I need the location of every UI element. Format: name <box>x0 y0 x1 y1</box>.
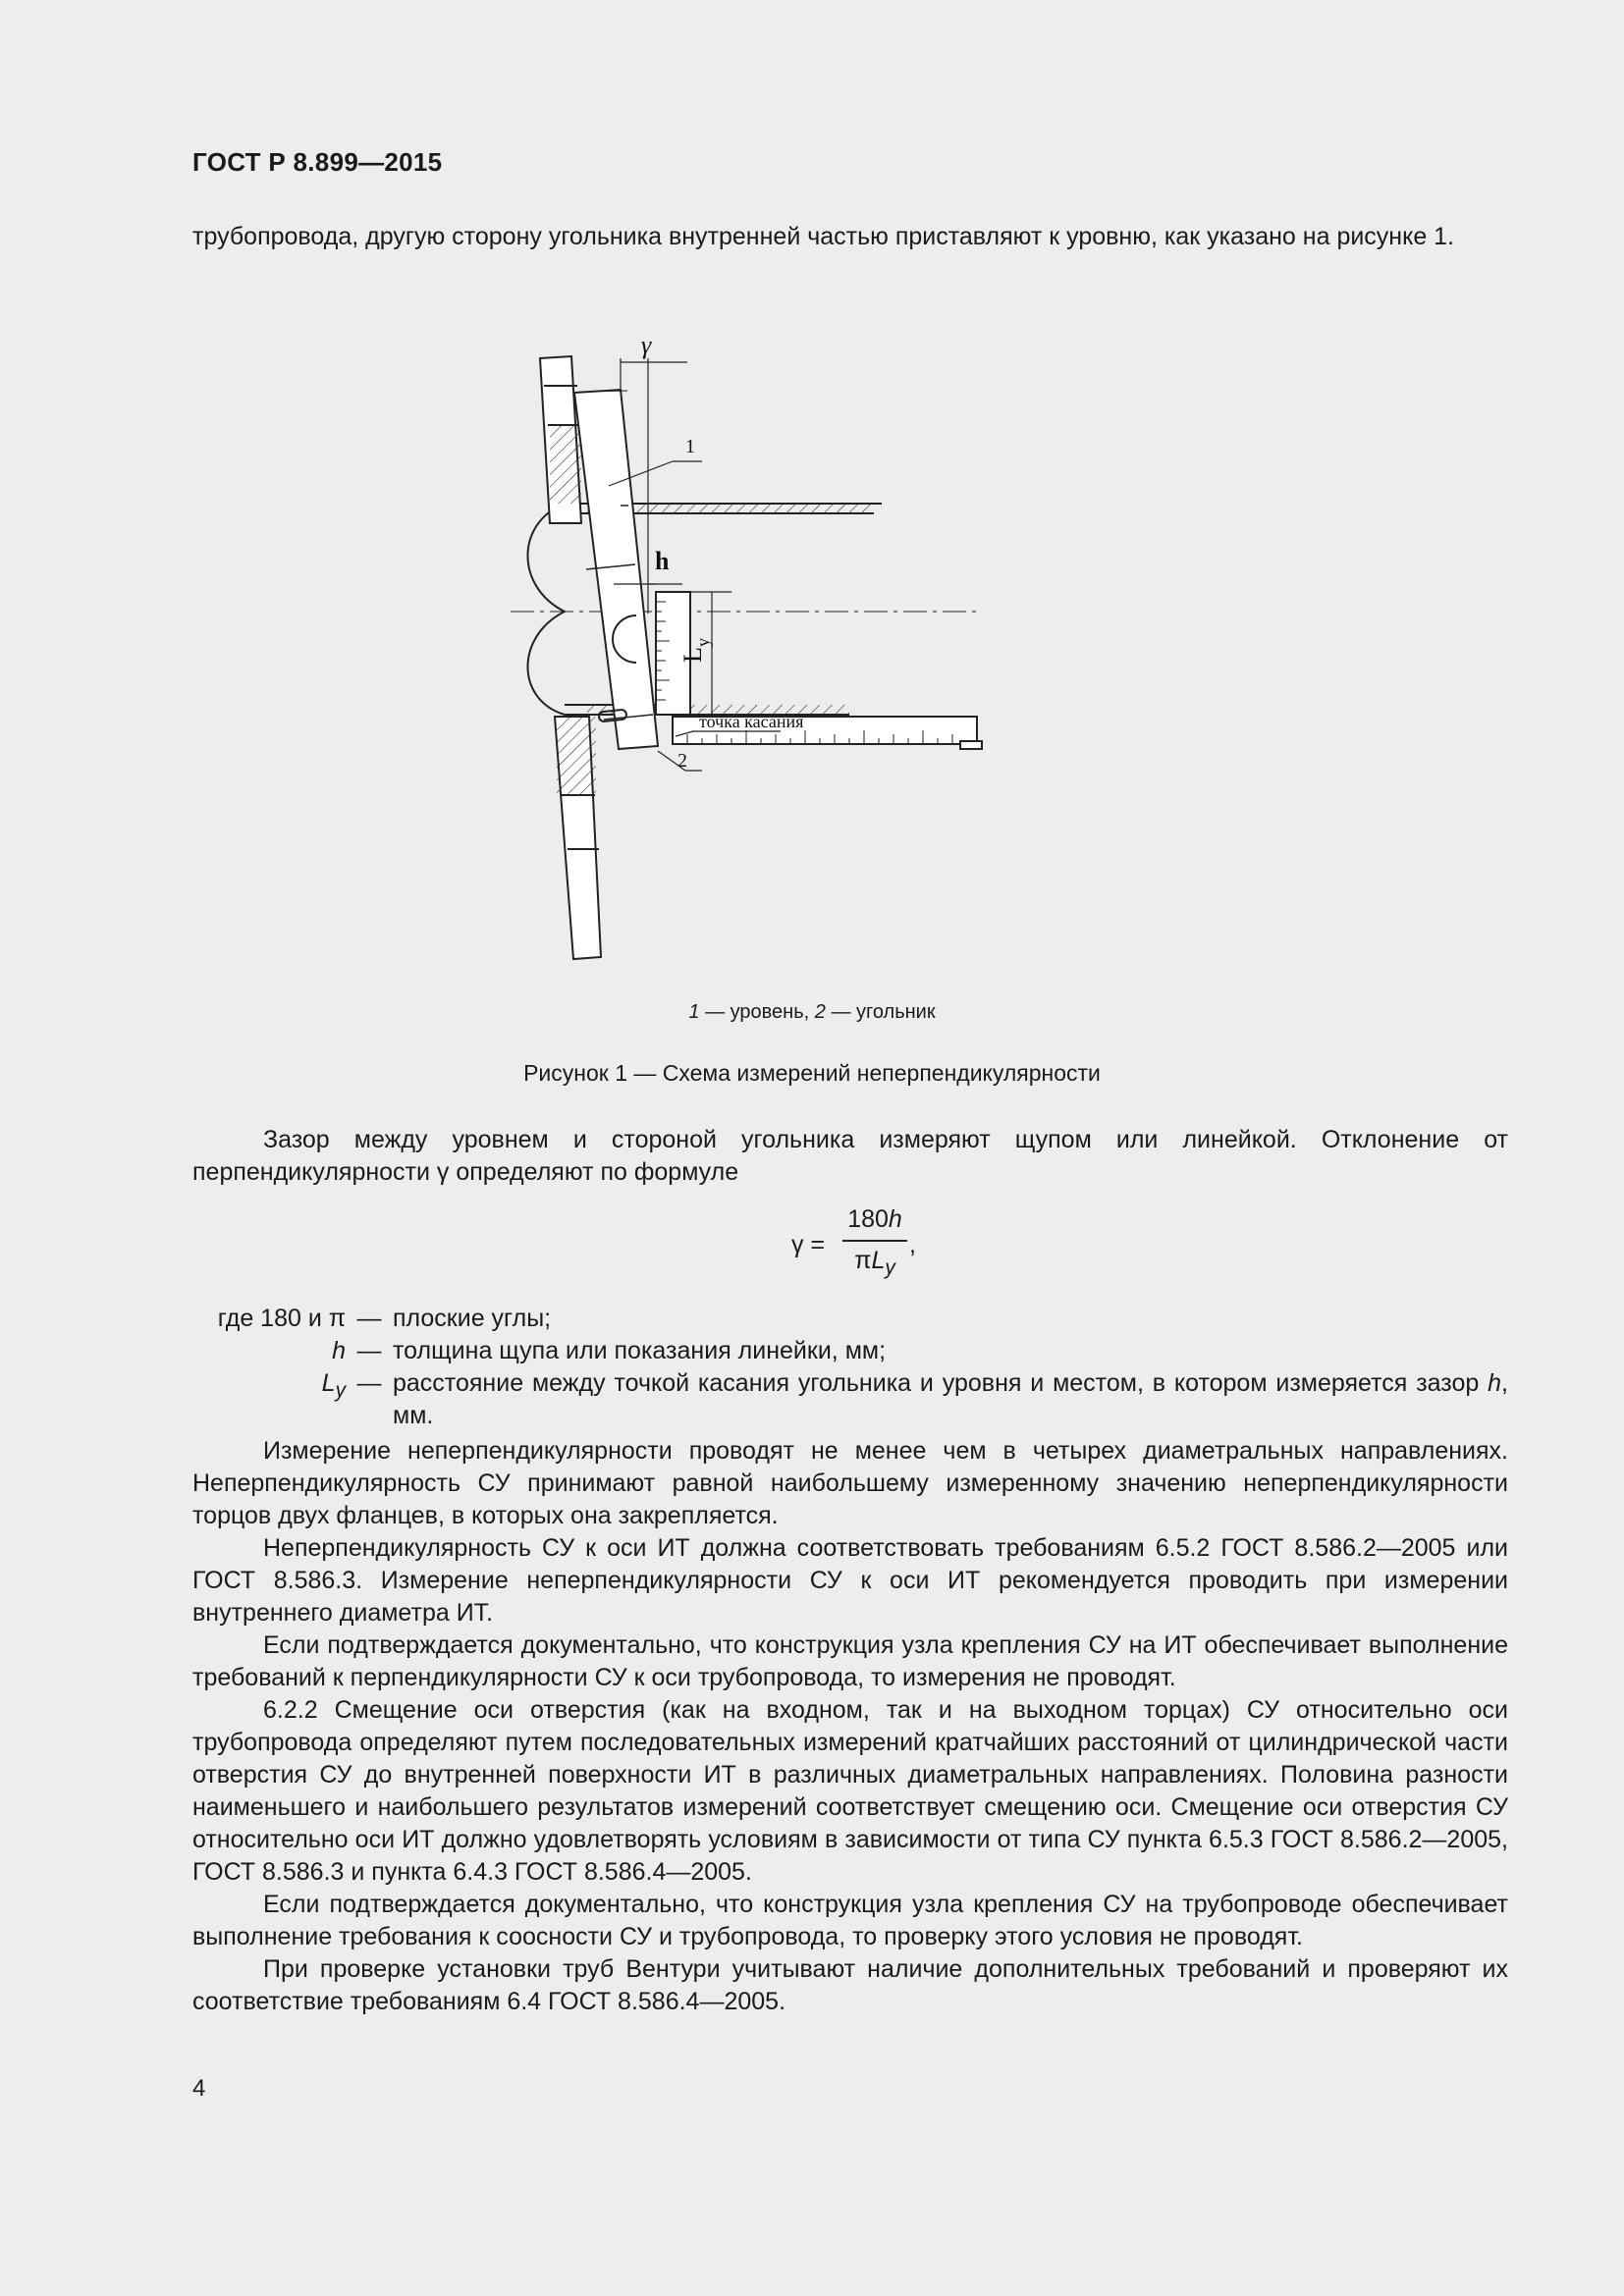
pipe <box>511 504 982 715</box>
definitions-list <box>192 1303 1508 1432</box>
label-2: 2 <box>677 750 687 772</box>
page-number: 4 <box>192 2075 206 2102</box>
label-1: 1 <box>685 436 695 457</box>
figure-legend: 1 — уровень, 2 — угольник <box>688 1001 936 1023</box>
figure-caption: Рисунок 1 — Схема измерений неперпендикулярности <box>523 1060 1101 1086</box>
intro-paragraph <box>192 221 1508 253</box>
intro-text: трубопровода, другую сторону угольника внутренней частью приставляют к уровню, как указано на рисунке 1. <box>192 223 1455 250</box>
gamma-label: γ <box>641 339 652 359</box>
upper-flange <box>540 356 581 523</box>
fraction-bar <box>842 1240 907 1242</box>
formula-lhs: γ = <box>791 1231 826 1258</box>
body-paragraphs <box>192 1435 1508 2018</box>
formula-intro-paragraph: Зазор между уровнем и стороной угольника измеряют щупом или линейкой. Отклонение от перпендикулярности γ определяют по формуле <box>192 1126 1508 1186</box>
paragraph: Если подтверждается документально, что конструкция узла крепления СУ на ИТ обеспечивает выполнение требований к перпендикулярности СУ к оси трубопровода, то измерения не проводят. <box>192 1631 1508 1691</box>
definition-row: где 180 и π — плоские углы; <box>217 1305 552 1332</box>
svg-text:y: y <box>693 638 713 647</box>
formula-denominator: $\pi L_y$ <box>854 1247 895 1279</box>
paragraph: Измерение неперпендикулярности проводят не менее чем в четырех диаметральных направлениях. Неперпендикулярность СУ принимают равной наибольшему измеренному значению неперпендикулярности торцов двух фланцев, в которых она закрепляется. <box>192 1437 1508 1529</box>
paragraph: 6.2.2 Смещение оси отверстия (как на входном, так и на выходном торцах) СУ относительно оси трубопровода определяют путем последовательных измерений кратчайших расстояний от цилиндрической части отверстия СУ до внутренней поверхности ИТ в различных диаметральных направлениях. Половина разности наименьшего и наибольшего результатов измерений соответствует смещению оси. Смещение оси отверстия СУ относительно оси ИТ должно удовлетворять условиям в зависимости от типа СУ пункта 6.5.3 ГОСТ 8.586.2—2005, ГОСТ 8.586.3 и пункта 6.4.3 ГОСТ 8.586.4—2005. <box>192 1696 1508 1886</box>
definition-row: $L_y$ — расстояние между точкой касания угольника и уровня и местом, в котором измеряется зазор h, мм. <box>321 1369 1508 1429</box>
paragraph: Если подтверждается документально, что конструкция узла крепления СУ на трубопроводе обеспечивает выполнение требования к соосности СУ и трубопровода, то проверку этого условия не проводят. <box>192 1891 1508 1950</box>
document-header: ГОСТ Р 8.899—2015 <box>192 147 443 177</box>
lower-flange <box>555 717 601 959</box>
paragraph: Неперпендикулярность СУ к оси ИТ должна соответствовать требованиям 6.5.2 ГОСТ 8.586.2—2005 или ГОСТ 8.586.3. Измерение неперпендикулярности СУ к оси ИТ рекомендуется проводить при измерении внутреннего диаметра ИТ. <box>192 1534 1508 1627</box>
definition-row: h — толщина щупа или показания линейки, мм; <box>332 1337 887 1364</box>
level-instrument <box>574 390 658 749</box>
formula-comma: , <box>909 1231 916 1258</box>
h-label: h <box>655 547 670 575</box>
paragraph: При проверке установки труб Вентури учитывают наличие дополнительных требований и проверяют их соответствие требованиям 6.4 ГОСТ 8.586.4—2005. <box>192 1955 1508 2015</box>
formula-numerator: 180h <box>847 1205 902 1233</box>
measurement-scheme-figure <box>511 339 1178 967</box>
contact-point-label: точка касания <box>699 712 804 731</box>
svg-text:L: L <box>678 647 707 663</box>
